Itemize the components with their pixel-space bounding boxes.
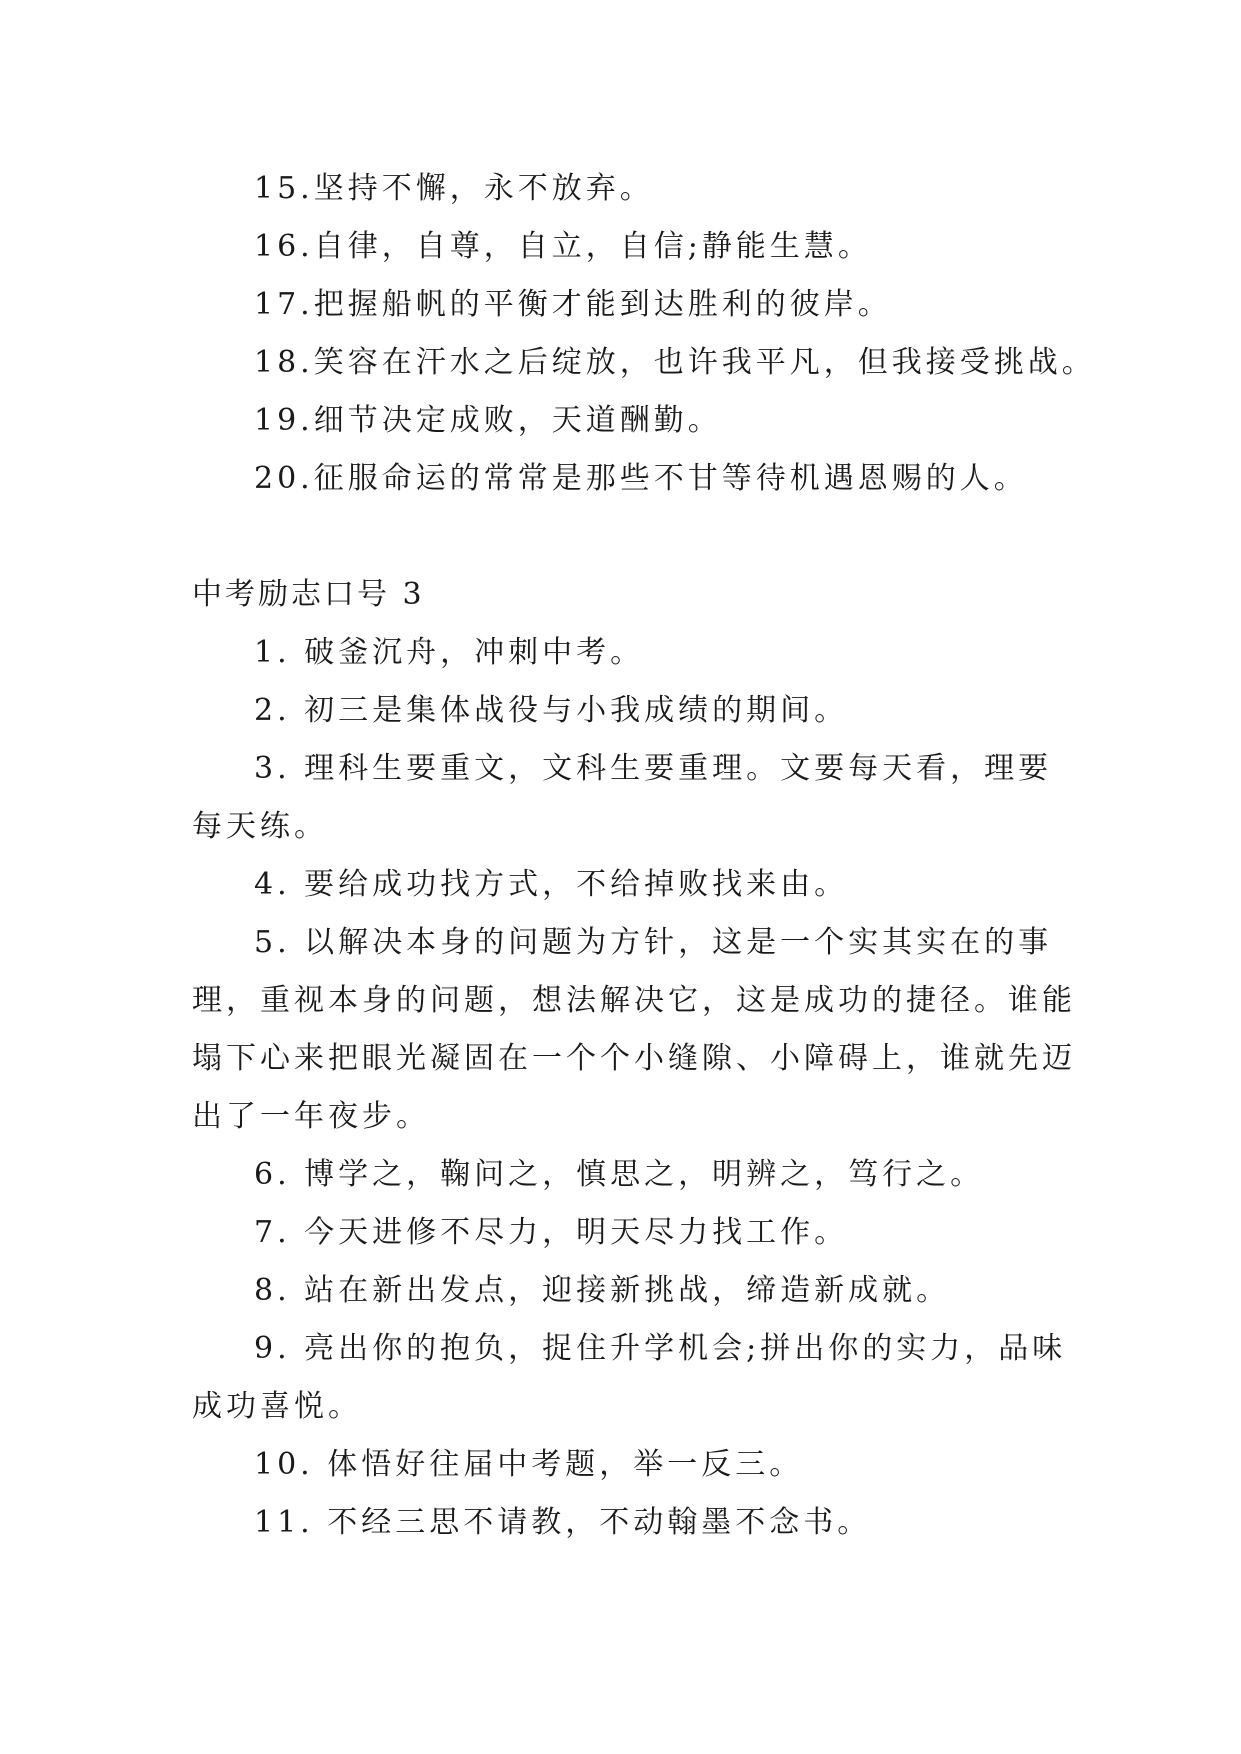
slogan-item-3-continued: 每天练。	[192, 809, 328, 844]
slogan-item-6: 6. 博学之，鞠问之，慎思之，明辨之，笃行之。	[254, 1157, 985, 1192]
slogan-item-16: 16.自律，自尊，自立，自信;静能生慧。	[254, 229, 872, 264]
slogan-item-1: 1. 破釜沉舟，冲刺中考。	[254, 635, 645, 670]
slogan-item-5: 5. 以解决本身的问题为方针，这是一个实其实在的事	[254, 925, 1053, 960]
slogan-item-18: 18.笑容在汗水之后绽放，也许我平凡，但我接受挑战。	[254, 345, 1096, 380]
slogan-item-5-continued-2: 塌下心来把眼光凝固在一个个小缝隙、小障碍上，谁就先迈	[192, 1041, 1076, 1076]
slogan-item-17: 17.把握船帆的平衡才能到达胜利的彼岸。	[254, 287, 892, 322]
slogan-item-8: 8. 站在新出发点，迎接新挑战，缔造新成就。	[254, 1273, 951, 1308]
slogan-item-19: 19.细节决定成败，天道酬勤。	[254, 403, 722, 438]
slogan-item-5-continued-3: 出了一年夜步。	[192, 1099, 430, 1134]
slogan-item-9-continued: 成功喜悦。	[192, 1389, 362, 1424]
slogan-item-2: 2. 初三是集体战役与小我成绩的期间。	[254, 693, 849, 728]
slogan-item-3: 3. 理科生要重文，文科生要重理。文要每天看，理要	[254, 751, 1053, 786]
section-heading: 中考励志口号 3	[192, 577, 425, 612]
slogan-item-10: 10. 体悟好往届中考题，举一反三。	[254, 1447, 804, 1482]
slogan-item-5-continued-1: 理，重视本身的问题，想法解决它，这是成功的捷径。谁能	[192, 983, 1076, 1018]
document-body	[192, 160, 1096, 1552]
slogan-item-11: 11. 不经三思不请教，不动翰墨不念书。	[254, 1505, 872, 1540]
slogan-item-15: 15.坚持不懈，永不放弃。	[254, 171, 654, 206]
slogan-item-7: 7. 今天进修不尽力，明天尽力找工作。	[254, 1215, 849, 1250]
slogan-item-9: 9. 亮出你的抱负，捉住升学机会;拼出你的实力，品味	[254, 1331, 1067, 1366]
slogan-item-4: 4. 要给成功找方式，不给掉败找来由。	[254, 867, 849, 902]
slogan-item-20: 20.征服命运的常常是那些不甘等待机遇恩赐的人。	[254, 461, 1028, 496]
